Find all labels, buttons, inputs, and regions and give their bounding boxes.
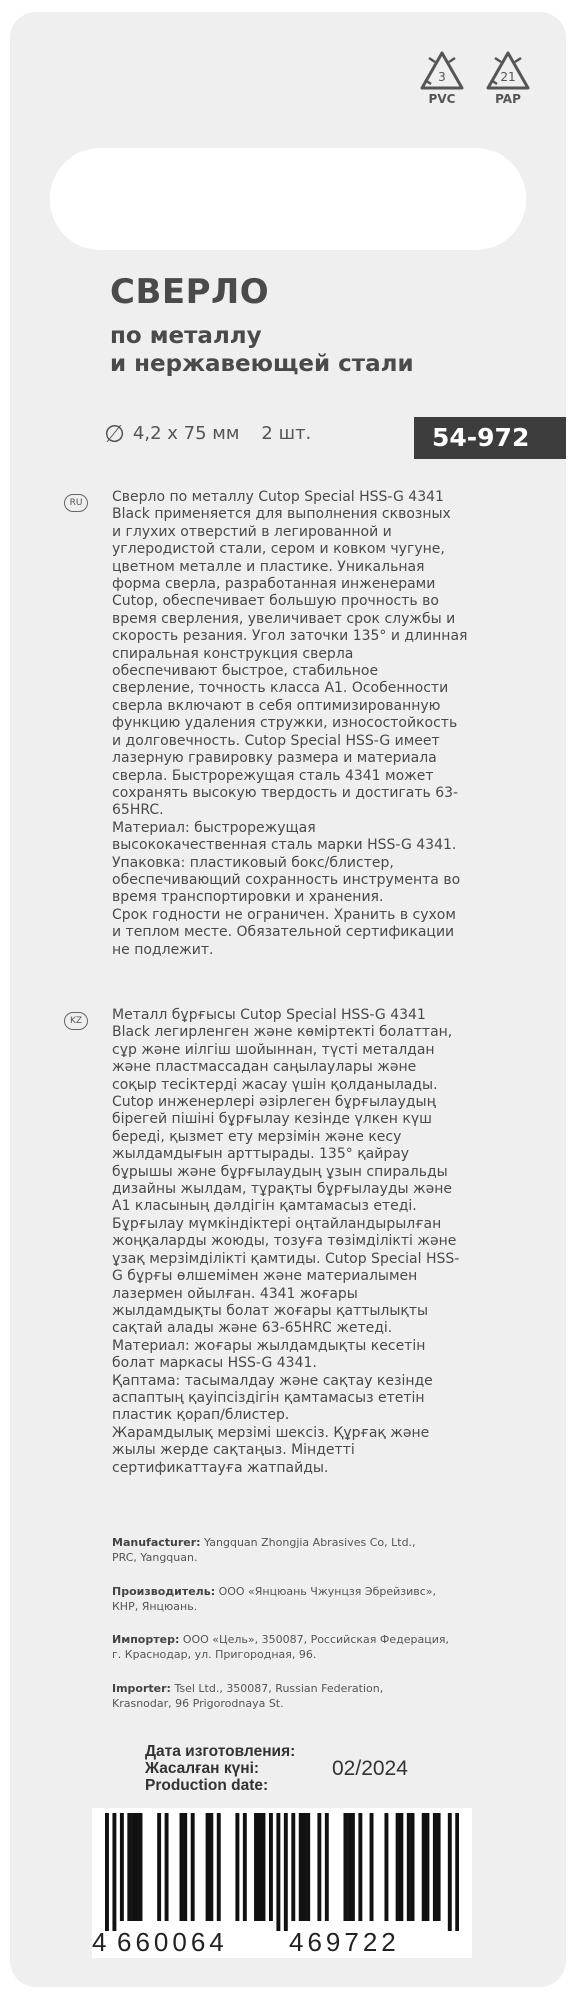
recycle-symbol-pap [480, 50, 536, 105]
description-line: углеродистой стали, сером и ковком чугуне, [112, 541, 445, 558]
description-line: функцию удаления стружки, износостойкость [112, 715, 458, 732]
description-line: цветном металле и пластике. Уникальная [112, 558, 425, 575]
description-line: лазермен ойылған. 4341 жоғары [112, 1285, 358, 1302]
description-line: Қаптама: тасымалдау және сақтау кезінде [112, 1372, 433, 1389]
barcode-bar [422, 1813, 426, 1921]
barcode-bar [183, 1813, 187, 1921]
description-line: соқыр тесіктерді жасау үшін қолданылады. [112, 1076, 438, 1093]
barcode-bar [243, 1813, 247, 1921]
recycle-symbol-pvc [414, 50, 470, 105]
description-line: G бұрғы өлшемімен және материалымен [112, 1268, 418, 1285]
production-label-en: Production date: [145, 1777, 269, 1794]
product-subtitle [110, 322, 414, 378]
subtitle-line: и нержавеющей стали [110, 351, 414, 377]
barcode-bar [269, 1813, 273, 1921]
recycle-code: PAP [495, 92, 521, 106]
barcode-bar [262, 1813, 266, 1921]
barcode-bar [455, 1813, 459, 1931]
description-line: не подлежит. [112, 941, 214, 958]
description-line: обеспечивающий сохранность инструмента во [112, 871, 461, 888]
description-line: скорость резания. Угол заточки 135° и длинная [112, 628, 468, 645]
barcode-bar [437, 1813, 441, 1921]
diameter-icon: ∅ [104, 419, 125, 448]
description-line: Black применяется для выполнения сквозных [112, 506, 451, 523]
description-line: спиральная конструкция сверла [112, 645, 354, 662]
barcode-bar [433, 1813, 437, 1921]
barcode-digit-first: 4 [92, 1927, 108, 1957]
description-line: жылы жерде сақтаңыз. Міндетті [112, 1442, 355, 1459]
description-line: сверла. Быстрорежущая сталь 4341 может [112, 767, 434, 784]
description-line: және пластмассадан саңылаулары және [112, 1059, 417, 1076]
description-line: и теплом месте. Обязательной сертификации [112, 924, 455, 941]
production-date-labels [145, 1743, 295, 1794]
description-line: Жарамдылық мерзімі шексіз. Құрғақ және [112, 1424, 430, 1441]
description-line: болат маркасы HSS-G 4341. [112, 1355, 317, 1372]
description-line: Black легирленген және көміртекті болаттан, [112, 1024, 453, 1041]
description-line: сұр және иілгіш шойыннан, түсті металдан [112, 1041, 435, 1058]
barcode-bar [351, 1813, 355, 1921]
description-line: время транспортировки и хранения. [112, 889, 384, 906]
description-line: Срок годности не ограничен. Хранить в сухом [112, 906, 456, 923]
barcode-bar [254, 1813, 258, 1921]
product-size: 4,2 х 75 мм [132, 423, 240, 444]
description-line: дизайны жылдам, тұрақты бұрғылауды және [112, 1181, 453, 1198]
barcode-bar [157, 1813, 161, 1921]
description-line: и глухих отверстий в легированной и [112, 523, 392, 540]
barcode-bar [276, 1813, 280, 1931]
production-label-ru: Дата изготовления: [145, 1743, 296, 1760]
barcode-bars [105, 1813, 459, 1931]
description-line: сертификаттауға жатпайды. [112, 1459, 329, 1476]
barcode-bar [384, 1813, 388, 1921]
description-line: сверла включают в себя оптимизированную [112, 697, 441, 714]
description-line: береді, қызмет ету мерзімін және кесу [112, 1128, 402, 1145]
language-badge-kz: KZ [64, 1012, 88, 1030]
barcode-bar [291, 1813, 295, 1921]
barcode-bar [209, 1813, 213, 1921]
description-line: сверление, точность класса А1. Особенности [112, 680, 449, 697]
recycle-triangle-icon [485, 50, 531, 92]
recycle-triangle-icon [419, 50, 465, 92]
info-block-importer-ru: Импортер: ООО «Цель», 350087, Российская Федерация, г. Краснодар, ул. Пригородная, 96. [112, 1633, 449, 1661]
description-line: форма сверла, разработанная инженерами [112, 576, 436, 593]
description-line: Материал: быстрорежущая [112, 819, 316, 836]
hang-hole [50, 148, 526, 250]
recycle-number: 21 [500, 70, 516, 84]
barcode-bar [448, 1813, 452, 1931]
barcode-bar [396, 1813, 400, 1921]
info-block-manufacturer: Manufacturer: Yangquan Zhongjia Abrasives Co, Ltd., PRC, Yangquan. [112, 1536, 416, 1564]
description-line: сақтай алады және 63-65HRC жетеді. [112, 1320, 393, 1337]
barcode-group-left: 660064 [117, 1927, 228, 1957]
description-ru [112, 489, 510, 959]
description-line: Cutop, обеспечивает большую прочность во [112, 593, 439, 610]
description-line: Металл бұрғысы Cutop Special HSS-G 4341 [112, 1007, 426, 1023]
importer-info-en [112, 1681, 510, 1711]
product-specs [104, 419, 312, 448]
description-line: аспаптың қауіпсіздігін қамтамасыз ететін [112, 1389, 425, 1406]
barcode-bar [139, 1813, 143, 1921]
barcode-bar [411, 1813, 415, 1921]
production-label-kz: Жасалған күні: [145, 1760, 260, 1777]
barcode-bar [302, 1813, 306, 1921]
subtitle-line: по металлу [110, 323, 262, 349]
description-line: жоңқаларды жоюды, тозуға төзімділікті және [112, 1233, 457, 1250]
importer-info-ru [112, 1632, 510, 1662]
description-line: бұрышы және бұрғылаудың ұзын спиральды [112, 1163, 448, 1180]
description-line: и долговечность. Cutop Special HSS-G имеет [112, 732, 440, 749]
manufacturer-info [112, 1535, 510, 1565]
info-block-importer-en: Importer: Tsel Ltd., 350087, Russian Federation, Krasnodar, 96 Prigorodnaya St. [112, 1682, 384, 1710]
barcode-bar [131, 1813, 135, 1921]
article-number: 54-972 [414, 417, 566, 459]
barcode-bar [407, 1813, 411, 1921]
barcode-bar [120, 1813, 124, 1921]
description-kz [112, 1007, 510, 1477]
barcode-bar [306, 1813, 310, 1921]
description-line: сохранять высокую твердость и достигать 63- [112, 784, 459, 801]
barcode-bar [105, 1813, 109, 1931]
description-line: Cutop инженерлері әзірлеген бұрғылаудың [112, 1094, 436, 1111]
barcode-bar [165, 1813, 169, 1921]
barcode-bar [399, 1813, 403, 1921]
description-line: время сверления, увеличивает срок службы и [112, 610, 456, 627]
barcode-bar [235, 1813, 239, 1921]
description-line: Сверло по металлу Cutop Special HSS-G 4341 [112, 489, 444, 505]
description-line: обеспечивают быстрое, стабильное [112, 663, 379, 680]
manufacturer-info-ru [112, 1584, 510, 1614]
description-line: пластик қорап/блистер. [112, 1407, 290, 1424]
recycle-number: 3 [438, 70, 446, 84]
barcode-group-right: 469722 [289, 1927, 400, 1957]
description-line: А1 класының дәлдігін қамтамасыз етеді. [112, 1198, 417, 1215]
barcode-bar [135, 1813, 139, 1921]
barcode-bar [425, 1813, 429, 1921]
description-line: лазерную гравировку размера и материала [112, 750, 437, 767]
barcode [92, 1808, 472, 1958]
product-title: СВЕРЛО [110, 272, 270, 312]
info-block-producer: Производитель: ООО «Янцюань Чжунцзя Эбрейзивс», КНР, Янцюань. [112, 1585, 437, 1613]
barcode-bar [299, 1813, 303, 1921]
language-badge-ru: RU [64, 494, 88, 512]
description-line: бірегей пішіні бұрғылау кезінде үлкен күш [112, 1111, 432, 1128]
description-line: высококачественная сталь марки HSS-G 4341. [112, 837, 457, 854]
barcode-bar [370, 1813, 374, 1921]
production-date: 02/2024 [332, 1757, 408, 1780]
description-line: Упаковка: пластиковый бокс/блистер, [112, 854, 394, 871]
description-line: жылдамдықты болат жоғары қаттылықты [112, 1302, 429, 1319]
barcode-bar [191, 1813, 195, 1921]
barcode-bar [343, 1813, 347, 1921]
description-line: ұзақ мерзімділікті қамтиды. Cutop Special HSS- [112, 1250, 460, 1267]
barcode-bar [217, 1813, 221, 1921]
barcode-bar [127, 1813, 131, 1921]
barcode-bar [180, 1813, 184, 1921]
barcode-bar [325, 1813, 329, 1921]
barcode-bar [347, 1813, 351, 1921]
barcode-bar [284, 1813, 288, 1931]
description-line: 65HRC. [112, 802, 164, 819]
barcode-bar [317, 1813, 321, 1921]
barcode-bar [112, 1813, 116, 1931]
product-quantity: 2 шт. [261, 423, 312, 444]
description-line: Материал: жоғары жылдамдықты кесетін [112, 1337, 426, 1354]
barcode-bar [258, 1813, 262, 1921]
description-line: Бұрғылау мүмкіндіктері оңтайландырылған [112, 1215, 442, 1232]
recycle-code: PVC [428, 92, 456, 106]
description-line: жылдамдығын арттырады. 135° қайрау [112, 1146, 410, 1163]
barcode-bar [358, 1813, 362, 1921]
barcode-bar [206, 1813, 210, 1921]
